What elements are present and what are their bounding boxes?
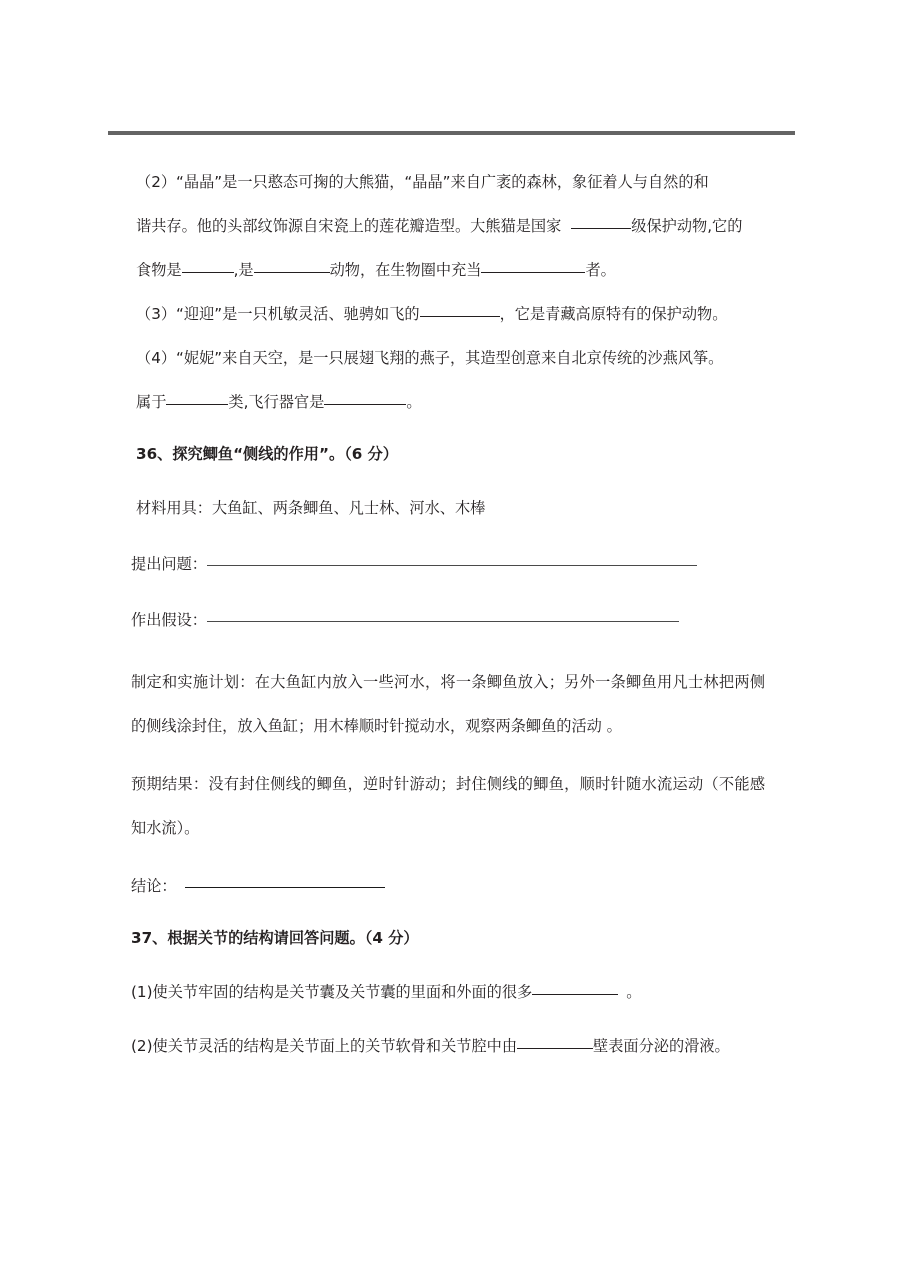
part-4-text-b: 属于	[136, 393, 167, 411]
question-37-sub1-period: 。	[626, 983, 642, 1001]
question-36	[0, 432, 904, 908]
part-3-label: （3）	[136, 305, 177, 323]
part-3-text-a: “迎迎”是一只机敏灵活、驰骋如飞的	[176, 305, 420, 323]
blank-ligaments[interactable]	[532, 979, 618, 995]
blank-swallow-class[interactable]	[166, 389, 228, 405]
header-divider-rule	[108, 131, 795, 135]
question-36-number: 36、	[136, 445, 173, 463]
question-34-part-3	[0, 292, 904, 336]
part-3-text-b: ，它是青藏高原特有的保护动物。	[499, 305, 728, 323]
part-2-line3-c: 动物，在生物圈中充当	[329, 261, 482, 279]
spacer	[0, 424, 904, 432]
question-36-materials-value: 大鱼缸、两条鲫鱼、凡士林、河水、木棒	[211, 499, 486, 517]
question-36-materials-label: 材料用具：	[136, 499, 212, 517]
blank-panda-role[interactable]	[481, 257, 585, 273]
blank-antelope-name[interactable]	[420, 301, 500, 317]
blank-joint-capsule[interactable]	[517, 1033, 593, 1049]
question-37-sub2-text: (2)使关节灵活的结构是关节面上的关节软骨和关节腔中由	[131, 1037, 518, 1055]
part-2-line3-b: ,是	[233, 261, 254, 279]
blank-panda-animal-type[interactable]	[254, 257, 330, 273]
part-4-label: （4）	[136, 349, 177, 367]
question-37-sub2-tail: 壁表面分泌的滑液。	[593, 1037, 730, 1055]
question-37-number: 37、	[131, 929, 168, 947]
part-2-line2-a: 谐共存。他的头部纹饰源自宋瓷上的莲花瓣造型。大熊猫是国家	[136, 217, 562, 235]
question-36-plan-label: 制定和实施计划：	[131, 673, 255, 691]
question-34-part-4	[0, 336, 904, 424]
part-2-line3-a: 食物是	[136, 261, 182, 279]
question-36-hypothesis-label: 作出假设：	[131, 611, 207, 629]
part-4-text-a: “妮妮”来自天空，是一只展翅飞翔的燕子，其造型创意来自北京传统的沙燕风筝。	[176, 349, 724, 367]
blank-flight-organ[interactable]	[324, 389, 406, 405]
spacer-2	[0, 908, 904, 916]
question-36-expected-label: 预期结果：	[131, 775, 209, 793]
question-36-plan-text: 在大鱼缸内放入一些河水，将一条鲫鱼放入；另外一条鲫鱼用凡士林把两侧的侧线涂封住，放入鱼缸；用木棒顺时针搅动水，观察两条鲫鱼的活动 。	[131, 673, 766, 735]
answer-line-ask-question[interactable]	[207, 553, 697, 566]
answer-line-hypothesis[interactable]	[207, 609, 679, 622]
question-37-title: 根据关节的结构请回答问题。（4 分）	[167, 929, 419, 947]
part-4-text-c: 类,飞行器官是	[228, 393, 325, 411]
blank-panda-food[interactable]	[182, 257, 234, 273]
question-36-expected-text: 没有封住侧线的鲫鱼，逆时针游动；封住侧线的鲫鱼，顺时针随水流运动（不能感知水流）。	[131, 775, 766, 837]
answer-line-conclusion[interactable]	[185, 875, 385, 888]
part-2-label: （2）	[136, 173, 177, 191]
blank-panda-protection-level[interactable]	[571, 213, 631, 229]
question-37-sub1-text: (1)使关节牢固的结构是关节囊及关节囊的里面和外面的很多	[131, 983, 533, 1001]
part-2-line1: “晶晶”是一只憨态可掬的大熊猫，“晶晶”来自广袤的森林，象征着人与自然的和	[176, 173, 709, 191]
question-34-part-2	[0, 160, 904, 292]
question-36-title: 探究鲫鱼“侧线的作用”。（6 分）	[172, 445, 398, 463]
question-36-ask-label: 提出问题：	[131, 555, 207, 573]
part-4-text-d: 。	[406, 393, 422, 411]
question-37	[0, 916, 904, 1068]
document-body	[0, 160, 904, 1068]
part-2-line2-b: 级保护动物,它的	[631, 217, 743, 235]
part-2-line3-d: 者。	[585, 261, 616, 279]
question-36-conclusion-label: 结论：	[131, 877, 177, 895]
